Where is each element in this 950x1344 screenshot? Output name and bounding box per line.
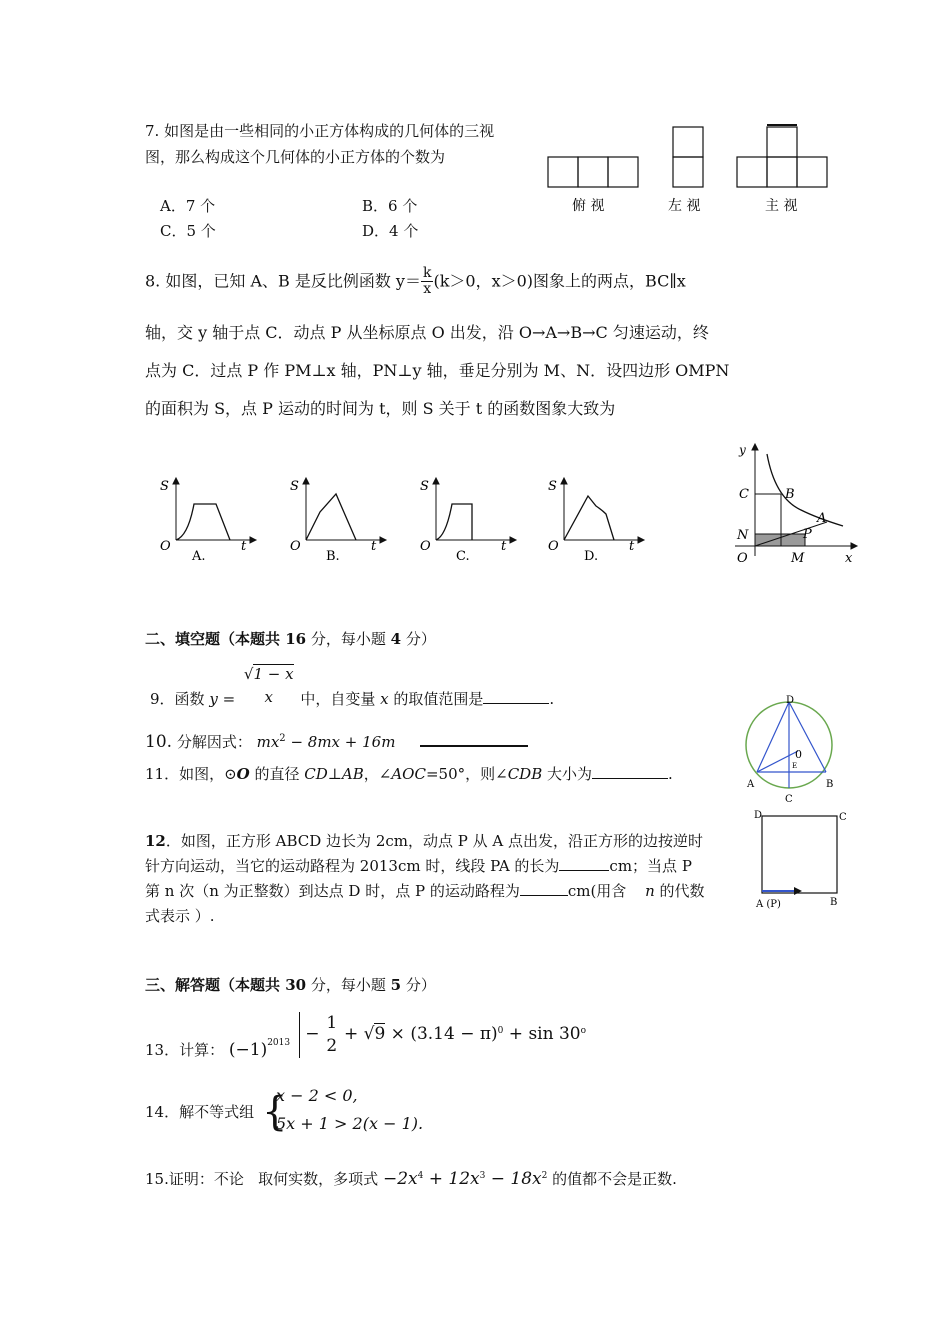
graph-b-s-label: S	[290, 479, 299, 494]
section3-heading-d: 5	[390, 976, 402, 994]
section3-heading-b: 30	[285, 976, 307, 994]
q13-minus: −	[299, 1024, 320, 1044]
q10-expr: mx	[256, 733, 280, 751]
top-view-label: 俯 视	[572, 198, 605, 214]
graph-b-option: B.	[326, 549, 340, 564]
q9-suffix: 的取值范围是	[388, 689, 484, 708]
q8-fraction	[421, 266, 433, 298]
fig11-o-label: 0	[795, 748, 802, 761]
fig-n-label: N	[737, 528, 749, 543]
q10-expr2: − 8mx + 16m	[285, 733, 396, 751]
q13-prefix: 13．计算：	[145, 1041, 225, 1059]
q10-answer-blank[interactable]	[420, 731, 528, 747]
q15-exp3: 2	[541, 1171, 548, 1181]
q8-graph-b	[280, 470, 390, 565]
q15-line	[145, 1168, 677, 1189]
q12-line1-text: ．如图，正方形 ABCD 边长为 2cm，动点 P 从 A 点出发，沿正方形的边按逆时	[165, 832, 703, 850]
q8-line1	[145, 266, 686, 298]
frac-num: k	[422, 265, 432, 281]
q9-eq: =	[217, 689, 240, 708]
q11-text-a: 11．如图，⊙	[145, 765, 237, 783]
q7-option-a: A．7 个	[160, 197, 216, 215]
q9-y: y	[209, 689, 218, 708]
q13-zero-exp: 0	[497, 1026, 504, 1036]
q9-denominator: x	[264, 687, 273, 706]
q10-number: 10.	[145, 732, 173, 752]
fig11-e-label: E	[792, 762, 798, 770]
q12-line3	[145, 880, 705, 901]
q12-line1	[145, 830, 703, 851]
q15-exp1: 4	[417, 1171, 424, 1181]
q13-den: 2	[326, 1036, 338, 1056]
fig11-b-label: B	[826, 779, 834, 790]
q8-line1-text-b: (k＞0，x＞0)图象上的两点，BC∥x	[433, 271, 686, 291]
q13-sqrt-value: 9	[374, 1024, 386, 1044]
q13-num: 1	[326, 1013, 338, 1034]
q11-o: O	[236, 765, 250, 783]
q8-graph-d	[538, 470, 648, 565]
q14-inequality-1: x − 2 < 0,	[276, 1086, 358, 1105]
q12-line3-b: cm(用含	[567, 882, 627, 900]
fig12-a-label: A (P)	[756, 899, 781, 910]
q13-rest: + sin 30	[503, 1024, 581, 1044]
graph-a-s-label: S	[160, 479, 169, 494]
left-view	[673, 127, 703, 187]
q12-line3-a: 第 n 次（n 为正整数）到达点 D 时，点 P 的运动路程为	[145, 882, 520, 900]
fig-c-label: C	[739, 487, 749, 502]
q9-fraction	[242, 666, 296, 705]
q11-end: .	[668, 765, 673, 783]
q11-cdb: CDB	[507, 765, 543, 783]
section2-heading-b: 16	[285, 630, 307, 648]
graph-c-o-label: O	[420, 539, 431, 554]
q13-times: × (3.14 − π)	[385, 1024, 498, 1044]
q15-prefix: 15.证明：不论	[145, 1170, 244, 1188]
q12-blank-path[interactable]	[520, 881, 568, 896]
fig11-c-label: C	[785, 794, 793, 805]
graph-b-t-label: t	[371, 539, 377, 554]
q7-option-d: D．4 个	[362, 222, 419, 240]
q15-term3: − 18x	[485, 1169, 542, 1189]
q15-suffix: 的值都不会是正数.	[547, 1170, 677, 1188]
section3-heading-a: 三、解答题（本题共	[145, 976, 286, 994]
section3-heading	[145, 974, 436, 995]
q15-term2: + 12x	[423, 1169, 480, 1189]
q12-line2-a: 针方向运动，当它的运动路程为 2013cm 时，线段 PA 的长为	[145, 857, 560, 875]
frac-den: x	[423, 281, 432, 298]
q8-coordinate-figure	[725, 438, 865, 568]
q7-option-b: B．6 个	[362, 197, 418, 215]
q7-three-views-figure	[540, 120, 840, 220]
section2-heading-c: 分，每小题	[306, 630, 391, 648]
graph-a-o-label: O	[160, 539, 171, 554]
q10-line	[145, 731, 528, 752]
front-view-label: 主 视	[765, 198, 798, 214]
q12-line4: 式表示 ）.	[145, 907, 215, 925]
q12-line3-c: 的代数	[654, 882, 705, 900]
fig-y-label: y	[739, 443, 746, 457]
q8-line1-text: 如图，已知 A、B 是反比例函数 y＝	[165, 271, 421, 291]
q10-text: 分解因式：	[172, 733, 252, 751]
graph-d-o-label: O	[548, 539, 559, 554]
graph-d-t-label: t	[629, 539, 635, 554]
fig12-d-label: D	[754, 810, 763, 821]
section2-heading-e: 分）	[401, 630, 436, 648]
q12-line3-n: n	[645, 882, 655, 900]
q7-text-line2: 图，那么构成这个几何体的小正方体的个数为	[145, 148, 446, 166]
q15-middle: 取何实数，多项式	[258, 1170, 383, 1188]
q8-line4: 的面积为 S，点 P 运动的时间为 t，则 S 关于 t 的函数图象大致为	[145, 399, 616, 418]
q11-ab: AB	[341, 765, 364, 783]
q9-end: .	[549, 689, 555, 708]
q8-graph-a	[150, 470, 260, 565]
graph-b-o-label: O	[290, 539, 301, 554]
graph-d-option: D.	[584, 549, 599, 564]
square-abcd	[762, 816, 837, 893]
q11-circle-figure	[740, 695, 840, 810]
q13-fraction	[324, 1014, 339, 1055]
section3-heading-e: 分）	[401, 976, 436, 994]
shaded-rectangle-ompn	[755, 534, 805, 546]
section2-heading-a: 二、填空题（本题共	[145, 630, 286, 648]
graph-a-t-label: t	[241, 539, 247, 554]
q12-square-figure	[752, 808, 852, 913]
q12-line2	[145, 855, 692, 876]
q13-plus: +	[343, 1024, 364, 1044]
q13-exponent: 2013	[267, 1038, 291, 1048]
fig-p-label: P	[803, 527, 812, 542]
q13-line	[145, 1012, 586, 1066]
q9-line	[150, 666, 554, 716]
arrow-head	[794, 887, 802, 895]
q14-inequality-2: 5x + 1 > 2(x − 1).	[276, 1114, 424, 1133]
fig-o-label: O	[737, 551, 748, 566]
q9-radicand: 1 − x	[253, 665, 294, 683]
q13-degree: o	[580, 1026, 587, 1036]
q11-text-f: 大小为	[542, 765, 592, 783]
q15-exp2: 3	[479, 1171, 486, 1181]
fig-a-label: A	[817, 511, 827, 526]
q11-answer-blank[interactable]	[592, 764, 668, 779]
q9-answer-blank[interactable]	[483, 689, 549, 704]
q7-option-c: C．5 个	[160, 222, 216, 240]
q8-number: 8.	[145, 271, 161, 291]
q11-text-b: 的直径	[249, 765, 305, 783]
q9-middle: 中，自变量	[300, 689, 381, 708]
q12-line2-b: cm；当点 P	[609, 857, 692, 875]
q15-gap	[244, 1170, 258, 1188]
q11-line	[145, 763, 673, 784]
brace-icon: {	[262, 1089, 288, 1135]
q12-blank-pa[interactable]	[559, 856, 609, 871]
graph-c-s-label: S	[420, 479, 429, 494]
q13-sqrt: √9	[363, 1024, 386, 1044]
q9-prefix: 9．函数	[150, 689, 210, 708]
section2-heading-d: 4	[390, 630, 402, 648]
graph-d-s-label: S	[548, 479, 557, 494]
fig11-d-label: D	[786, 695, 795, 706]
fig11-a-label: A	[747, 779, 755, 790]
q10-exponent: 2	[279, 733, 286, 744]
section3-heading-c: 分，每小题	[306, 976, 391, 994]
q8-line3: 点为 C．过点 P 作 PM⊥x 轴，PN⊥y 轴，垂足分别为 M、N．设四边形 OMPN	[145, 361, 730, 380]
q9-var: x	[380, 689, 389, 708]
top-view	[548, 157, 638, 187]
q9-numerator: √1 − x	[243, 665, 294, 683]
fig12-c-label: C	[839, 812, 847, 823]
section2-heading	[145, 628, 436, 649]
graph-a-option: A.	[192, 549, 206, 564]
q11-aoc: AOC	[391, 765, 426, 783]
q15-term1: −2x	[382, 1169, 418, 1189]
graph-c-option: C.	[456, 549, 470, 564]
q12-number: 12	[145, 832, 166, 850]
q7-text-line1: 7. 如图是由一些相同的小正方体构成的几何体的三视	[145, 122, 495, 140]
q13-base: (−1)	[228, 1040, 268, 1060]
q11-text-c: ⊥	[327, 765, 342, 783]
graph-c-t-label: t	[501, 539, 507, 554]
q14-prefix: 14．解不等式组	[145, 1103, 255, 1121]
q8-line2: 轴，交 y 轴于点 C．动点 P 从坐标原点 O 出发，沿 O→A→B→C 匀速运动，终	[145, 323, 709, 342]
q11-cd: CD	[304, 765, 328, 783]
fig-m-label: M	[791, 551, 805, 566]
q8-graph-c	[410, 470, 520, 565]
q11-text-e: =50°，则∠	[425, 765, 508, 783]
front-view	[737, 125, 827, 187]
left-view-label: 左 视	[668, 198, 701, 214]
fig-x-label: x	[845, 551, 853, 566]
q11-text-d: ，∠	[363, 765, 392, 783]
fig12-b-label: B	[830, 897, 838, 908]
fig-b-label: B	[785, 487, 795, 502]
